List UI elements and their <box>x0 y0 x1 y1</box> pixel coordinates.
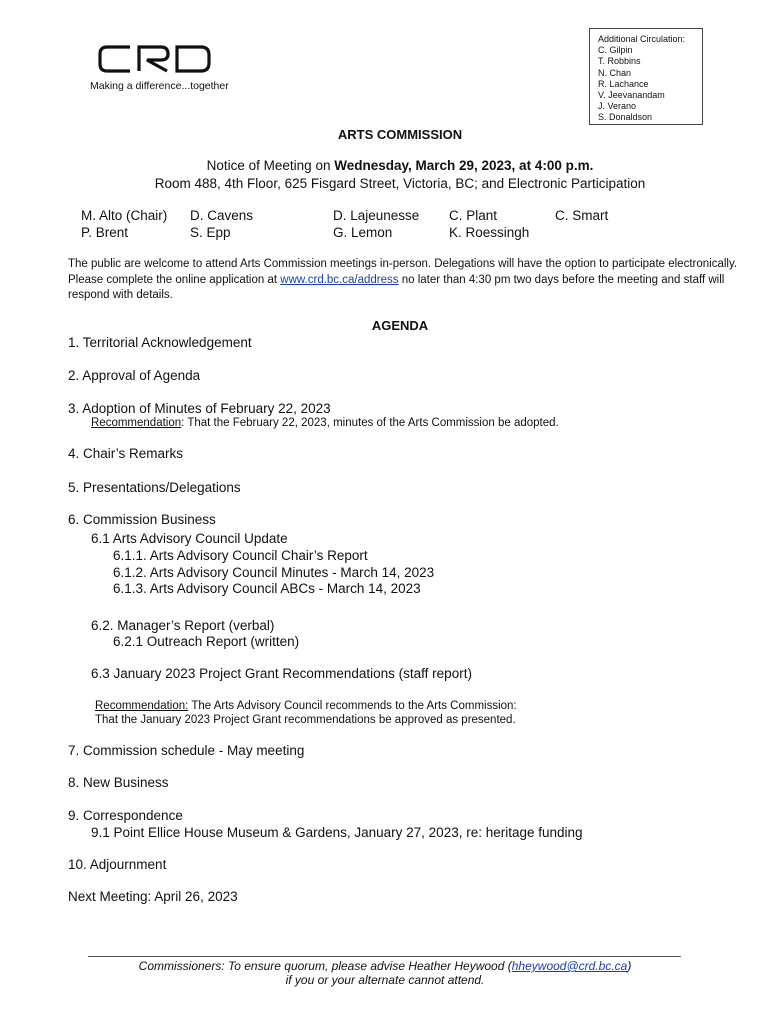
footer-note <box>0 959 770 973</box>
member: D. Cavens <box>190 208 254 223</box>
document-title: ARTS COMMISSION <box>337 127 463 142</box>
footer-divider <box>88 956 681 957</box>
circulation-name: N. Chan <box>598 67 632 78</box>
agenda-subitem: 6.1.2. Arts Advisory Council Minutes - March 14, 2023 <box>113 565 435 580</box>
member: G. Lemon <box>333 225 393 240</box>
member: P. Brent <box>81 225 129 240</box>
circulation-title: Additional Circulation: <box>598 34 686 44</box>
circulation-box <box>589 28 703 125</box>
crd-logo <box>90 44 229 92</box>
crd-logo-mark <box>97 44 213 74</box>
agenda-item: 3. Adoption of Minutes of February 22, 2023 <box>68 401 331 416</box>
footer-text-end: ) <box>627 959 632 973</box>
member: K. Roessingh <box>449 225 530 240</box>
agenda-subitem: 6.2. Manager’s Report (verbal) <box>91 618 275 633</box>
public-notice-text: The public are welcome to attend Arts Commission meetings in-person. Delegations will have the option to participate electronically. Please complete the online application at <box>68 258 738 286</box>
agenda-subitem: 6.3 January 2023 Project Grant Recommendations (staff report) <box>91 666 472 681</box>
circulation-name: S. Donaldson <box>598 112 653 123</box>
agenda-item: 5. Presentations/Delegations <box>68 480 241 495</box>
member: M. Alto (Chair) <box>81 208 168 223</box>
footer-text: Commissioners: To ensure quorum, please advise Heather Heywood ( <box>138 959 512 973</box>
public-notice <box>68 257 738 304</box>
agenda-item: 4. Chair’s Remarks <box>68 446 184 461</box>
address-link[interactable]: www.crd.bc.ca/address <box>280 273 399 286</box>
agenda-subitem: 6.1 Arts Advisory Council Update <box>91 531 288 546</box>
recommendation-text: That the January 2023 Project Grant recommendations be approved as presented. <box>95 714 516 726</box>
agenda-subitem: 6.1.3. Arts Advisory Council ABCs - March 14, 2023 <box>113 581 421 596</box>
recommendation-label: Recommendation <box>91 417 182 429</box>
recommendation-text: : That the February 22, 2023, minutes of the Arts Commission be adopted. <box>181 417 559 429</box>
agenda-subitem: 6.2.1 Outreach Report (written) <box>113 634 300 649</box>
meeting-location: Room 488, 4th Floor, 625 Fisgard Street, Victoria, BC; and Electronic Participation <box>154 176 646 191</box>
public-notice-text-end: no later than 4:30 pm two days before the meeting and staff will respond with details. <box>68 273 725 301</box>
recommendation <box>95 700 517 712</box>
circulation-name: C. Gilpin <box>598 45 633 56</box>
agenda-item: 9. Correspondence <box>68 808 183 823</box>
recommendation-label: Recommendation: <box>95 700 189 712</box>
footer-note-line2: if you or your alternate cannot attend. <box>285 973 485 987</box>
member: S. Epp <box>190 225 231 240</box>
agenda-item: 6. Commission Business <box>68 512 216 527</box>
member: C. Plant <box>449 208 498 223</box>
circulation-name: R. Lachance <box>598 78 649 89</box>
meeting-notice <box>0 158 770 173</box>
circulation-name: J. Verano <box>598 101 637 112</box>
agenda-item: 2. Approval of Agenda <box>68 368 201 383</box>
member: C. Smart <box>555 208 609 223</box>
agenda-item: 8. New Business <box>68 775 169 790</box>
recommendation <box>91 417 559 429</box>
notice-prefix: Notice of Meeting on <box>206 158 335 173</box>
email-link[interactable]: hheywood@crd.bc.ca <box>511 959 628 973</box>
agenda-heading: AGENDA <box>371 318 429 333</box>
meeting-date: Wednesday, March 29, 2023, at 4:00 p.m. <box>334 158 594 173</box>
member: D. Lajeunesse <box>333 208 420 223</box>
tagline: Making a difference...together <box>90 80 229 92</box>
circulation-name: V. Jeevanandam <box>598 90 665 101</box>
agenda-item: 7. Commission schedule - May meeting <box>68 743 305 758</box>
circulation-name: T. Robbins <box>598 56 641 67</box>
next-meeting: Next Meeting: April 26, 2023 <box>68 889 238 904</box>
agenda-subitem: 9.1 Point Ellice House Museum & Gardens, January 27, 2023, re: heritage funding <box>91 825 583 840</box>
recommendation-text: The Arts Advisory Council recommends to the Arts Commission: <box>188 700 517 712</box>
agenda-item: 1. Territorial Acknowledgement <box>68 335 252 350</box>
agenda-item: 10. Adjournment <box>68 857 167 872</box>
agenda-subitem: 6.1.1. Arts Advisory Council Chair’s Report <box>113 548 368 563</box>
